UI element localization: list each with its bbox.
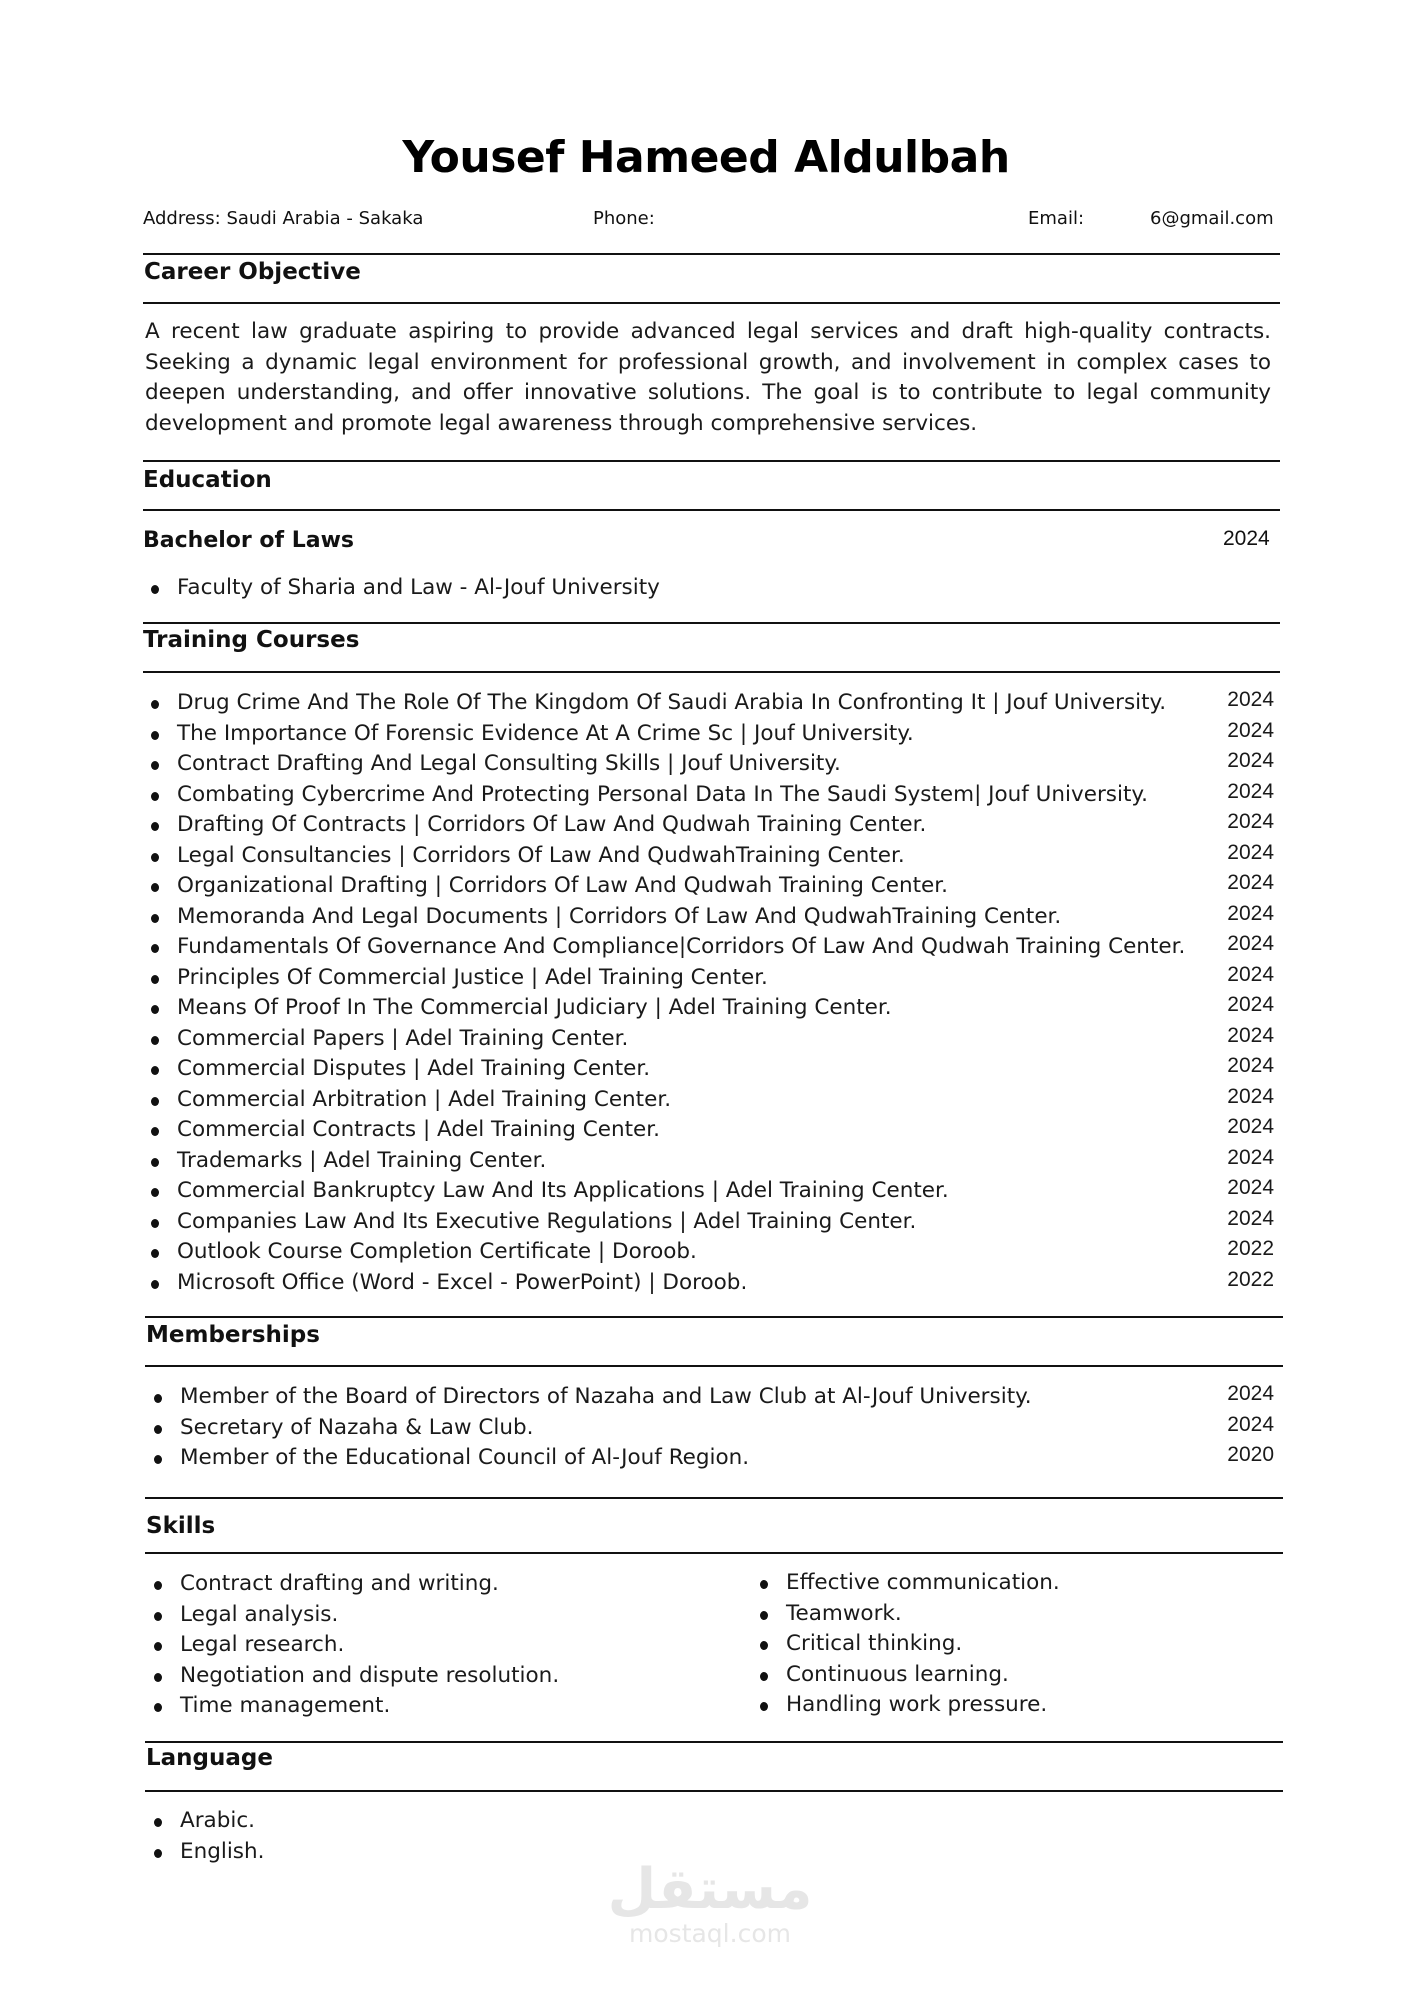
divider xyxy=(145,1790,1283,1792)
item-year: 2024 xyxy=(1227,1145,1274,1169)
item-text: Member of the Educational Council of Al-Jouf Region. xyxy=(180,1445,750,1470)
bullet-icon xyxy=(151,944,159,953)
item-text: Memoranda And Legal Documents | Corridors Of Law And QudwahTraining Center. xyxy=(177,903,1062,929)
bullet-icon xyxy=(760,1580,768,1589)
bullet-icon xyxy=(151,1036,159,1045)
list-item xyxy=(154,1691,714,1722)
item-year: 2024 xyxy=(1227,718,1274,742)
list-item xyxy=(151,1207,1274,1238)
item-text: Drug Crime And The Role Of The Kingdom Of Saudi Arabia In Confronting It | Jouf University. xyxy=(177,690,1167,715)
item-year: 2024 xyxy=(1227,810,1274,833)
career-objective-text: A recent law graduate aspiring to provide advanced legal services and draft high-quality contracts. Seeking a dynamic legal environment for professional growth, and involvement in complex cases to deepen understanding, and offer innovative solutions. The goal is to contribute to legal community development and promote legal awareness through comprehensive services. xyxy=(145,319,1271,436)
list-item xyxy=(151,932,1274,963)
list-item: Faculty of Sharia and Law - Al-Jouf University xyxy=(151,573,1274,604)
bullet-icon xyxy=(760,1611,768,1620)
list-item xyxy=(760,1629,1260,1660)
item-text: Arabic. xyxy=(180,1808,255,1833)
item-year: 2024 xyxy=(1227,779,1274,803)
item-text: Drafting Of Contracts | Corridors Of Law And Qudwah Training Center. xyxy=(177,812,927,837)
bullet-icon xyxy=(154,1394,162,1403)
item-year: 2024 xyxy=(1227,1115,1274,1138)
list-item xyxy=(154,1569,714,1600)
item-text: Effective communication. xyxy=(786,1570,1060,1595)
divider xyxy=(145,1741,1283,1743)
list-item xyxy=(151,841,1274,872)
bullet-icon xyxy=(154,1425,162,1434)
bullet-icon xyxy=(154,1612,162,1621)
list-item xyxy=(151,902,1274,933)
list-item xyxy=(151,1237,1274,1268)
item-text: Contract Drafting And Legal Consulting Skills | Jouf University. xyxy=(177,751,841,776)
item-text: Contract drafting and writing. xyxy=(180,1571,499,1596)
list-item xyxy=(151,1054,1274,1085)
section-heading-memberships: Memberships xyxy=(146,1322,320,1348)
bullet-icon xyxy=(151,1158,159,1167)
list-item xyxy=(760,1599,1260,1630)
item-text: Microsoft Office (Word - Excel - PowerPoint) | Doroob. xyxy=(177,1269,748,1295)
list-item xyxy=(151,1176,1274,1207)
item-text: English. xyxy=(180,1838,265,1864)
bullet-icon xyxy=(151,1219,159,1228)
mostaql-watermark xyxy=(600,1857,820,1948)
item-text: Member of the Board of Directors of Nazaha and Law Club at Al-Jouf University. xyxy=(180,1384,1032,1409)
bullet-icon xyxy=(154,1455,162,1464)
divider xyxy=(145,1365,1283,1367)
phone-label: Phone: xyxy=(593,208,655,229)
bullet-icon xyxy=(151,1249,159,1258)
item-year: 2024 xyxy=(1227,962,1274,986)
divider xyxy=(143,302,1280,304)
section-heading-training: Training Courses xyxy=(143,627,360,653)
bullet-icon xyxy=(151,975,159,984)
section-heading-skills: Skills xyxy=(146,1513,216,1539)
bullet-icon xyxy=(151,914,159,923)
bullet-icon xyxy=(151,1066,159,1075)
divider xyxy=(143,622,1280,624)
language-list xyxy=(154,1806,654,1867)
bullet-icon xyxy=(151,731,159,740)
education-details xyxy=(151,573,1274,604)
section-heading-career-objective: Career Objective xyxy=(144,259,361,285)
list-item xyxy=(154,1443,1274,1474)
item-year: 2022 xyxy=(1227,1267,1274,1291)
item-year: 2024 xyxy=(1227,1084,1274,1108)
bullet-icon xyxy=(760,1702,768,1711)
bullet-icon xyxy=(151,1280,159,1289)
list-item xyxy=(154,1600,714,1631)
degree-year: 2024 xyxy=(1223,527,1270,550)
bullet-icon xyxy=(151,883,159,892)
item-text: Companies Law And Its Executive Regulations | Adel Training Center. xyxy=(177,1208,917,1234)
bullet-icon xyxy=(154,1642,162,1651)
item-text: Legal analysis. xyxy=(180,1601,339,1627)
list-item xyxy=(154,1413,1274,1444)
item-text: Commercial Contracts | Adel Training Center. xyxy=(177,1117,660,1142)
list-item xyxy=(760,1568,1260,1599)
address: Address: Saudi Arabia - Sakaka xyxy=(143,208,424,229)
list-item xyxy=(151,688,1274,719)
list-item xyxy=(151,1115,1274,1146)
divider xyxy=(145,1552,1283,1554)
list-item xyxy=(154,1837,654,1868)
list-item xyxy=(151,1146,1274,1177)
watermark-arabic: مستقل xyxy=(607,1857,813,1922)
memberships-list xyxy=(154,1382,1274,1474)
bullet-icon xyxy=(151,792,159,801)
item-text: Teamwork. xyxy=(786,1600,902,1626)
list-item xyxy=(151,1024,1274,1055)
bullet-icon xyxy=(151,853,159,862)
item-text: Commercial Arbitration | Adel Training Center. xyxy=(177,1086,672,1112)
item-text: Critical thinking. xyxy=(786,1631,963,1656)
bullet-icon xyxy=(760,1672,768,1681)
divider xyxy=(143,671,1280,673)
list-item xyxy=(151,749,1274,780)
divider xyxy=(145,1497,1283,1499)
bullet-icon xyxy=(151,1005,159,1014)
bullet-icon xyxy=(151,1127,159,1136)
item-year: 2024 xyxy=(1227,901,1274,925)
item-year: 2024 xyxy=(1227,871,1274,894)
item-text: Commercial Disputes | Adel Training Center. xyxy=(177,1056,651,1081)
item-year: 2024 xyxy=(1227,1412,1274,1436)
list-item xyxy=(151,963,1274,994)
item-year: 2024 xyxy=(1227,993,1274,1016)
training-courses-list xyxy=(151,688,1274,1298)
item-year: 2024 xyxy=(1227,1054,1274,1077)
item-text: Commercial Bankruptcy Law And Its Applications | Adel Training Center. xyxy=(177,1178,949,1203)
list-item xyxy=(151,780,1274,811)
item-text: Commercial Papers | Adel Training Center. xyxy=(177,1025,629,1051)
item-text: Negotiation and dispute resolution. xyxy=(180,1662,560,1688)
bullet-icon xyxy=(154,1673,162,1682)
list-item xyxy=(154,1661,714,1692)
list-item xyxy=(154,1806,654,1837)
item-text: Continuous learning. xyxy=(786,1661,1009,1687)
item-text: The Importance Of Forensic Evidence At A Crime Sc | Jouf University. xyxy=(177,720,914,746)
item-text: Means Of Proof In The Commercial Judiciary | Adel Training Center. xyxy=(177,995,892,1020)
item-text: Fundamentals Of Governance And Compliance|Corridors Of Law And Qudwah Training Center. xyxy=(177,934,1186,959)
item-text: Outlook Course Completion Certificate | Doroob. xyxy=(177,1239,697,1264)
item-year: 2024 xyxy=(1227,840,1274,864)
bullet-icon xyxy=(154,1703,162,1712)
bullet-icon xyxy=(151,822,159,831)
skills-list-left xyxy=(154,1569,714,1722)
list-item xyxy=(151,1268,1274,1299)
email-label: Email: xyxy=(1028,208,1085,229)
section-heading-language: Language xyxy=(146,1745,273,1771)
list-item xyxy=(154,1630,714,1661)
divider xyxy=(143,253,1280,255)
list-item xyxy=(151,871,1274,902)
bullet-icon xyxy=(760,1641,768,1650)
divider xyxy=(143,460,1280,462)
email-value: 6@gmail.com xyxy=(1150,208,1274,229)
bullet-icon xyxy=(151,1188,159,1197)
item-year: 2024 xyxy=(1227,1023,1274,1047)
bullet-icon xyxy=(151,761,159,770)
divider xyxy=(143,509,1280,511)
item-year: 2024 xyxy=(1227,749,1274,772)
list-item xyxy=(151,993,1274,1024)
bullet-icon xyxy=(151,700,159,709)
item-year: 2020 xyxy=(1227,1443,1274,1466)
divider xyxy=(145,1316,1283,1318)
item-text: Handling work pressure. xyxy=(786,1692,1048,1717)
item-text: Principles Of Commercial Justice | Adel Training Center. xyxy=(177,964,768,990)
skills-list-right xyxy=(760,1568,1260,1721)
item-text: Organizational Drafting | Corridors Of Law And Qudwah Training Center. xyxy=(177,873,948,898)
item-year: 2024 xyxy=(1227,688,1274,711)
bullet-icon xyxy=(154,1818,162,1827)
item-year: 2022 xyxy=(1227,1237,1274,1260)
bullet-icon xyxy=(151,1097,159,1106)
list-item xyxy=(760,1660,1260,1691)
degree-title: Bachelor of Laws xyxy=(143,528,355,553)
list-item xyxy=(151,719,1274,750)
list-item xyxy=(151,810,1274,841)
item-text: Secretary of Nazaha & Law Club. xyxy=(180,1414,534,1440)
item-year: 2024 xyxy=(1227,932,1274,955)
list-item xyxy=(151,1085,1274,1116)
item-text: Legal research. xyxy=(180,1632,345,1657)
watermark-latin: mostaql.com xyxy=(629,1919,791,1948)
bullet-icon xyxy=(154,1581,162,1590)
list-item xyxy=(760,1690,1260,1721)
item-year: 2024 xyxy=(1227,1176,1274,1199)
bullet-icon xyxy=(154,1849,162,1858)
list-item xyxy=(154,1382,1274,1413)
item-text: Trademarks | Adel Training Center. xyxy=(177,1147,547,1173)
resume-name: Yousef Hameed Aldulbah xyxy=(402,132,1010,183)
item-text: Combating Cybercrime And Protecting Personal Data In The Saudi System| Jouf University. xyxy=(177,781,1148,807)
item-year: 2024 xyxy=(1227,1206,1274,1230)
item-text: Legal Consultancies | Corridors Of Law And QudwahTraining Center. xyxy=(177,842,905,868)
item-year: 2024 xyxy=(1227,1382,1274,1405)
section-heading-education: Education xyxy=(143,467,272,493)
bullet-icon xyxy=(151,585,159,594)
item-text: Time management. xyxy=(180,1693,391,1718)
